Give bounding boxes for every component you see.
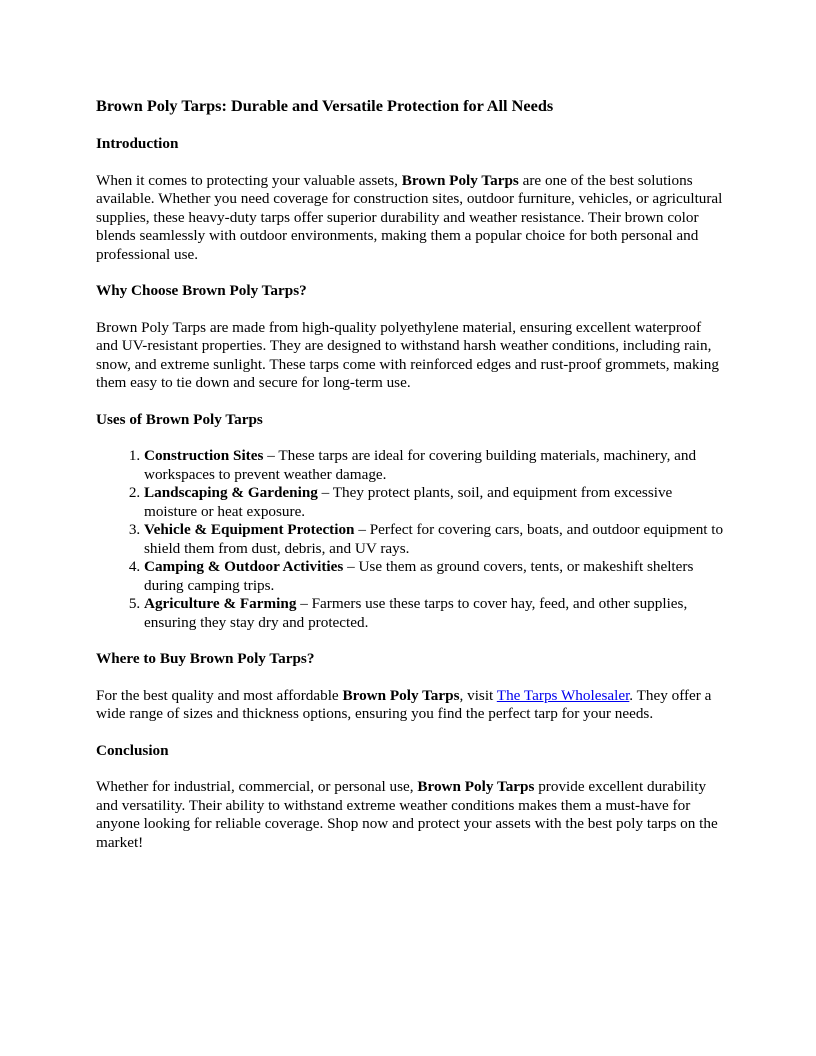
introduction-paragraph: When it comes to protecting your valuable assets, Brown Poly Tarps are one of the best solutions available. Whether you need coverage for construction sites, outdoor furniture, vehicles, or agricultural supplies, these heavy-duty tarps offer superior durability and weather resistance. Their brown color blends seamlessly with outdoor environments, making them a popular choice for both personal and professional use. bbox=[96, 171, 723, 263]
where-paragraph: For the best quality and most affordable Brown Poly Tarps, visit The Tarps Wholesaler. They offer a wide range of sizes and thickness options, ensuring you find the perfect tarp for your needs. bbox=[96, 686, 712, 722]
page-title: Brown Poly Tarps: Durable and Versatile Protection for All Needs bbox=[96, 96, 554, 115]
conclusion-heading: Conclusion bbox=[96, 741, 169, 759]
uses-list bbox=[96, 447, 724, 632]
why-heading: Why Choose Brown Poly Tarps? bbox=[96, 282, 307, 299]
why-paragraph: Brown Poly Tarps are made from high-quality polyethylene material, ensuring excellent waterproof and UV-resistant properties. They are designed to withstand harsh weather conditions, including rain, snow, and extreme sunlight. These tarps come with reinforced edges and rust-proof grommets, making them easy to tie down and secure for long-term use. bbox=[96, 318, 719, 391]
list-item: 2. Landscaping & Gardening – They protect plants, soil, and equipment from excessive moisture or heat exposure. bbox=[144, 484, 724, 521]
introduction-heading: Introduction bbox=[96, 135, 179, 152]
brown-poly-tarps-bold: Brown Poly Tarps bbox=[401, 171, 519, 189]
conclusion-paragraph: Whether for industrial, commercial, or personal use, Brown Poly Tarps provide excellent durability and versatility. Their ability to withstand extreme weather conditions makes them a must-have for anyone looking for reliable coverage. Shop now and protect your assets with the best poly tarps on the market! bbox=[96, 778, 718, 851]
document-page bbox=[96, 96, 724, 870]
where-heading: Where to Buy Brown Poly Tarps? bbox=[96, 650, 315, 667]
list-item: 1. Construction Sites – These tarps are ideal for covering building materials, machinery, and workspaces to prevent weather damage. bbox=[144, 447, 724, 484]
list-item: 3. Vehicle & Equipment Protection – Perfect for covering cars, boats, and outdoor equipment to shield them from dust, debris, and UV rays. bbox=[144, 521, 724, 558]
uses-heading: Uses of Brown Poly Tarps bbox=[96, 410, 263, 428]
tarps-wholesaler-link[interactable]: The Tarps Wholesaler bbox=[496, 686, 630, 704]
list-item: 4. Camping & Outdoor Activities – Use them as ground covers, tents, or makeshift shelters during camping trips. bbox=[144, 558, 724, 595]
list-item: 5. Agriculture & Farming – Farmers use these tarps to cover hay, feed, and other supplies, ensuring they stay dry and protected. bbox=[144, 595, 724, 632]
